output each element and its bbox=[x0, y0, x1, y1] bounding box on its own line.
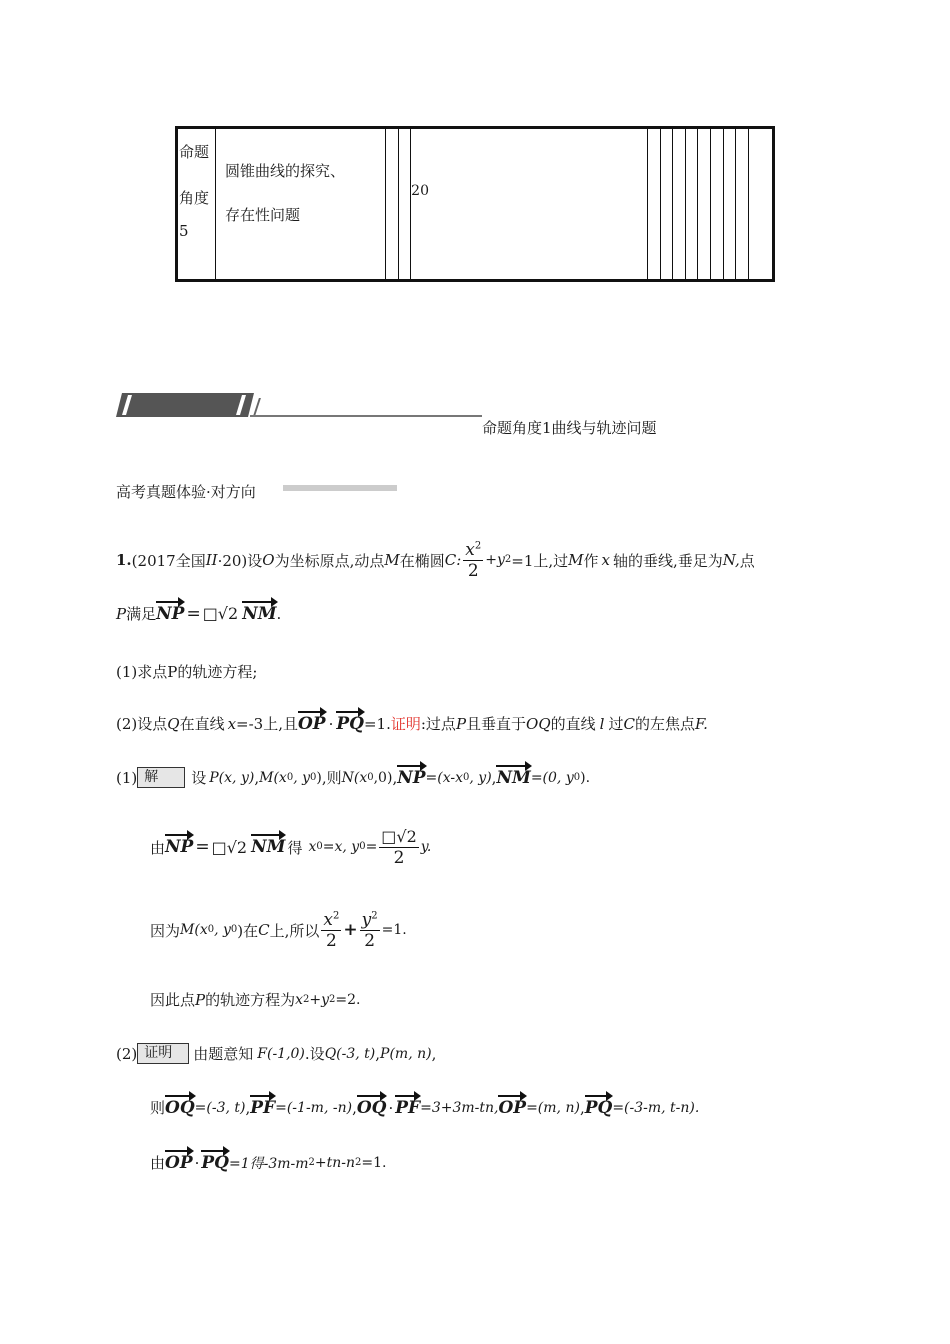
math-expr: =(-3-m, t-n). bbox=[612, 1099, 700, 1116]
problem-text: 轴的垂线,垂足为 bbox=[613, 551, 723, 570]
math-var: x bbox=[465, 539, 475, 560]
equals-sign: = bbox=[195, 837, 210, 857]
problem-source-roman: II bbox=[205, 551, 218, 569]
solution-text: 得 bbox=[287, 838, 303, 857]
table-cell bbox=[386, 128, 399, 281]
math-expr: =(m, n) bbox=[526, 1099, 580, 1116]
table-cell bbox=[398, 128, 411, 281]
problem-text: 在直线 bbox=[179, 715, 225, 733]
math-expr: =1得-3m-m bbox=[228, 1155, 309, 1172]
vector-oq: OQ bbox=[356, 1097, 387, 1118]
fraction-numerator bbox=[360, 910, 380, 931]
table-cell bbox=[723, 128, 736, 281]
problem-text: :过点 bbox=[420, 715, 456, 733]
exponent: 2 bbox=[371, 909, 378, 921]
problem-text: 为坐标原点,动点 bbox=[274, 551, 385, 570]
vector-op: OP bbox=[298, 713, 326, 734]
period: . bbox=[276, 604, 282, 623]
topic-title-line: 存在性问题 bbox=[225, 206, 301, 224]
fraction-numerator: □√2 bbox=[381, 826, 417, 846]
solution-text: 由 bbox=[150, 1154, 166, 1172]
solution-text: , bbox=[491, 768, 497, 787]
math-expr: ) bbox=[316, 769, 322, 786]
vector-op: OP bbox=[498, 1097, 527, 1118]
math-var: x bbox=[227, 714, 237, 733]
math-var: P bbox=[455, 714, 467, 733]
math-var: Q bbox=[167, 714, 180, 733]
problem-text: 作 bbox=[583, 551, 599, 570]
solution-text: )在 bbox=[237, 921, 259, 940]
fraction bbox=[379, 827, 419, 868]
problem-text: =-3上,且 bbox=[236, 715, 298, 733]
problem-text: =1. bbox=[363, 714, 391, 733]
solution2-line2 bbox=[150, 1097, 699, 1118]
solution-text: 则 bbox=[150, 1099, 166, 1117]
math-var: l bbox=[599, 714, 605, 733]
year-number: 20 bbox=[411, 183, 429, 199]
solution-prefix: (1) bbox=[116, 768, 138, 787]
solution-text: , bbox=[352, 1098, 357, 1117]
fraction-denominator: 2 bbox=[364, 930, 376, 951]
problem-text: ·20)设 bbox=[217, 551, 263, 570]
exponent: 2 bbox=[333, 909, 340, 921]
problem-statement-line1: 1. (2017全国 II ·20)设 O 为坐标原点,动点 M 在椭圆 C: $\frac{x^2}{2}$ +y 2 =1上,过 M 作 x 轴的垂线,垂足为 N, 点 bbox=[116, 539, 755, 581]
solution2-line1 bbox=[116, 1043, 436, 1064]
solution-text: , bbox=[375, 1044, 381, 1063]
math-var: F. bbox=[695, 714, 708, 733]
math-expr: =1. bbox=[381, 922, 407, 938]
table-cell bbox=[685, 128, 698, 281]
solution-text: 由 bbox=[150, 838, 166, 857]
fraction-denominator: 2 bbox=[393, 847, 405, 868]
sqrt-two: □√2 bbox=[211, 837, 248, 857]
vector-np: NP bbox=[156, 603, 185, 624]
section-heading: 命题角度1曲线与轨迹问题 bbox=[482, 419, 657, 437]
topic-angle-cell bbox=[177, 128, 216, 281]
section-banner-graphic bbox=[116, 393, 254, 417]
equals-sign: = bbox=[186, 603, 201, 624]
solution-text: 因为 bbox=[150, 921, 181, 940]
solution-text: , bbox=[254, 768, 260, 787]
math-var: M bbox=[568, 551, 584, 569]
math-var: C bbox=[623, 714, 635, 733]
math-expr: y. bbox=[420, 839, 432, 855]
math-var: y bbox=[361, 909, 372, 930]
section-subheading: 高考真题体验·对方向 bbox=[116, 483, 256, 501]
dot-operator: · bbox=[388, 1098, 394, 1117]
math-expr: P(x, y) bbox=[209, 769, 255, 786]
solution-text: .设 bbox=[304, 1045, 325, 1063]
vector-pq: PQ bbox=[336, 713, 364, 734]
solution-text: , bbox=[579, 1098, 585, 1117]
proof-label: 证明 bbox=[390, 715, 421, 733]
problem-text: 的直线 bbox=[550, 715, 596, 733]
topic-head-line: 角度 bbox=[179, 189, 210, 207]
problem-statement-line2 bbox=[116, 603, 281, 624]
problem-text: (2)设点 bbox=[116, 715, 168, 733]
math-expr: +y bbox=[485, 552, 505, 568]
problem-text: 在椭圆 bbox=[399, 551, 445, 570]
dot-operator: · bbox=[328, 714, 334, 733]
vector-pq: PQ bbox=[201, 1152, 229, 1173]
math-var: O bbox=[262, 551, 275, 569]
math-expr: , y bbox=[293, 769, 310, 786]
problem-source: (2017全国 bbox=[131, 551, 206, 570]
solution-text: 因此点 bbox=[150, 991, 196, 1009]
math-expr: =(-3, t) bbox=[194, 1099, 246, 1116]
solution-prefix: (2) bbox=[116, 1044, 138, 1063]
table-cell bbox=[736, 128, 749, 281]
vector-pf: PF bbox=[395, 1097, 421, 1118]
vector-oq: OQ bbox=[165, 1097, 195, 1118]
solution-text: 由题意知 bbox=[193, 1045, 254, 1063]
table-cell bbox=[698, 128, 711, 281]
vector-pf: PF bbox=[250, 1097, 276, 1118]
topic-title-cell bbox=[216, 128, 386, 281]
math-expr: =(0, y bbox=[530, 769, 574, 786]
math-var: OQ bbox=[526, 714, 551, 733]
solution1-line1: (1) 解 设 P(x, y) , M(x 0 , y 0 ) ,则 N(x 0 ,0) , NP =(x-x 0 , y) , NM =(0, y 0 ). bbox=[116, 767, 591, 788]
subheading-bar bbox=[283, 485, 397, 491]
problem-text: 的左焦点 bbox=[634, 715, 695, 733]
math-expr: M(x bbox=[259, 769, 287, 786]
table-cell bbox=[648, 128, 661, 281]
math-expr: Q(-3, t) bbox=[324, 1045, 376, 1062]
problem-text: 满足 bbox=[126, 605, 157, 623]
problem-text: 且垂直于 bbox=[466, 715, 527, 733]
vector-nm: NM bbox=[242, 603, 277, 624]
dot-operator: · bbox=[194, 1153, 200, 1172]
math-expr: =2. bbox=[335, 991, 361, 1008]
problem-text: 点 bbox=[739, 551, 755, 570]
solution-text: , bbox=[431, 1044, 437, 1063]
topic-head-line: 命题 bbox=[179, 143, 210, 161]
math-expr: M(x bbox=[180, 922, 208, 938]
fraction bbox=[321, 910, 341, 951]
solution-text: 设 bbox=[191, 769, 207, 787]
problem-number: 1. bbox=[116, 551, 132, 569]
banner-divider bbox=[253, 398, 281, 416]
vector-np: NP bbox=[165, 837, 194, 857]
fraction-denominator: 2 bbox=[325, 930, 337, 951]
math-expr: , y bbox=[214, 922, 231, 938]
fraction-denominator: 2 bbox=[467, 560, 479, 581]
math-var: N, bbox=[722, 551, 740, 569]
math-expr: = bbox=[365, 839, 378, 855]
fraction-numerator bbox=[463, 540, 483, 561]
topic-head-line: 5 bbox=[179, 222, 189, 240]
math-expr: P(m, n) bbox=[380, 1045, 432, 1062]
math-expr: =3+3m-tn, bbox=[420, 1099, 499, 1116]
solution-text: ,则 bbox=[321, 769, 342, 787]
math-var: C: bbox=[444, 551, 462, 569]
banner-rule bbox=[250, 415, 482, 417]
math-expr: , y) bbox=[469, 769, 492, 786]
solution1-line4: 因此点 P 的轨迹方程为 x 2 +y 2 =2. bbox=[150, 990, 361, 1009]
table-cell bbox=[660, 128, 673, 281]
exponent: 2 bbox=[474, 539, 482, 551]
fraction bbox=[463, 540, 483, 581]
solution-text: 的轨迹方程为 bbox=[205, 991, 296, 1009]
math-expr: =x, y bbox=[322, 839, 360, 855]
problem-text: =1上,过 bbox=[511, 551, 569, 570]
solution2-line3: 由 OP · PQ =1得-3m-m 2 +tn-n 2 =1. bbox=[150, 1152, 387, 1173]
problem-text: 过 bbox=[608, 715, 624, 733]
math-expr: +tn-n bbox=[314, 1154, 356, 1171]
table-cell bbox=[673, 128, 686, 281]
solution-text: , bbox=[392, 768, 398, 787]
solution-tag: 解 bbox=[137, 767, 185, 788]
solution1-line2: 由 NP = □√2 NM 得 x 0 =x, y 0 = $\frac{□√2}{2}$ y. bbox=[150, 826, 432, 868]
table-cell bbox=[748, 128, 773, 281]
proof-tag: 证明 bbox=[137, 1043, 189, 1064]
topic-title-line: 圆锥曲线的探究、 bbox=[225, 162, 346, 180]
vector-nm: NM bbox=[496, 767, 531, 788]
math-var: x bbox=[601, 551, 610, 569]
math-expr: =(-1-m, -n) bbox=[275, 1099, 353, 1116]
math-expr: ). bbox=[580, 769, 591, 786]
math-expr: F(-1,0) bbox=[257, 1045, 305, 1062]
math-var: M bbox=[384, 551, 400, 569]
vector-np: NP bbox=[397, 767, 426, 788]
plus-sign: + bbox=[343, 920, 358, 940]
part1-question: (1)求点P的轨迹方程; bbox=[116, 663, 258, 681]
math-expr: =(x-x bbox=[425, 769, 464, 786]
vector-op: OP bbox=[165, 1152, 193, 1173]
solution1-line3: 因为 M(x 0 , y 0 )在 C 上,所以 $\frac{x^2}{2}$ + $\frac{y^2}{2}$ =1. bbox=[150, 909, 407, 951]
math-var: P bbox=[195, 990, 206, 1009]
solution-text: 上,所以 bbox=[269, 921, 320, 940]
math-expr: =1. bbox=[361, 1154, 387, 1171]
math-var: x bbox=[323, 909, 333, 930]
math-expr: ,0) bbox=[373, 769, 393, 786]
vector-pq: PQ bbox=[584, 1097, 613, 1118]
math-expr: N(x bbox=[341, 769, 368, 786]
math-expr: x bbox=[295, 991, 304, 1008]
vector-nm: NM bbox=[251, 837, 286, 857]
math-var: P bbox=[116, 604, 127, 623]
math-var: C bbox=[258, 921, 270, 939]
math-expr: x bbox=[308, 839, 317, 855]
fraction-numerator bbox=[321, 910, 341, 931]
table-cell-number bbox=[411, 128, 648, 281]
sqrt-two: □√2 bbox=[202, 604, 239, 623]
table-cell bbox=[711, 128, 724, 281]
fraction bbox=[360, 910, 380, 951]
part2-question bbox=[116, 713, 708, 734]
topic-table bbox=[175, 126, 775, 282]
math-expr: +y bbox=[309, 991, 330, 1008]
solution-text: , bbox=[245, 1098, 251, 1117]
